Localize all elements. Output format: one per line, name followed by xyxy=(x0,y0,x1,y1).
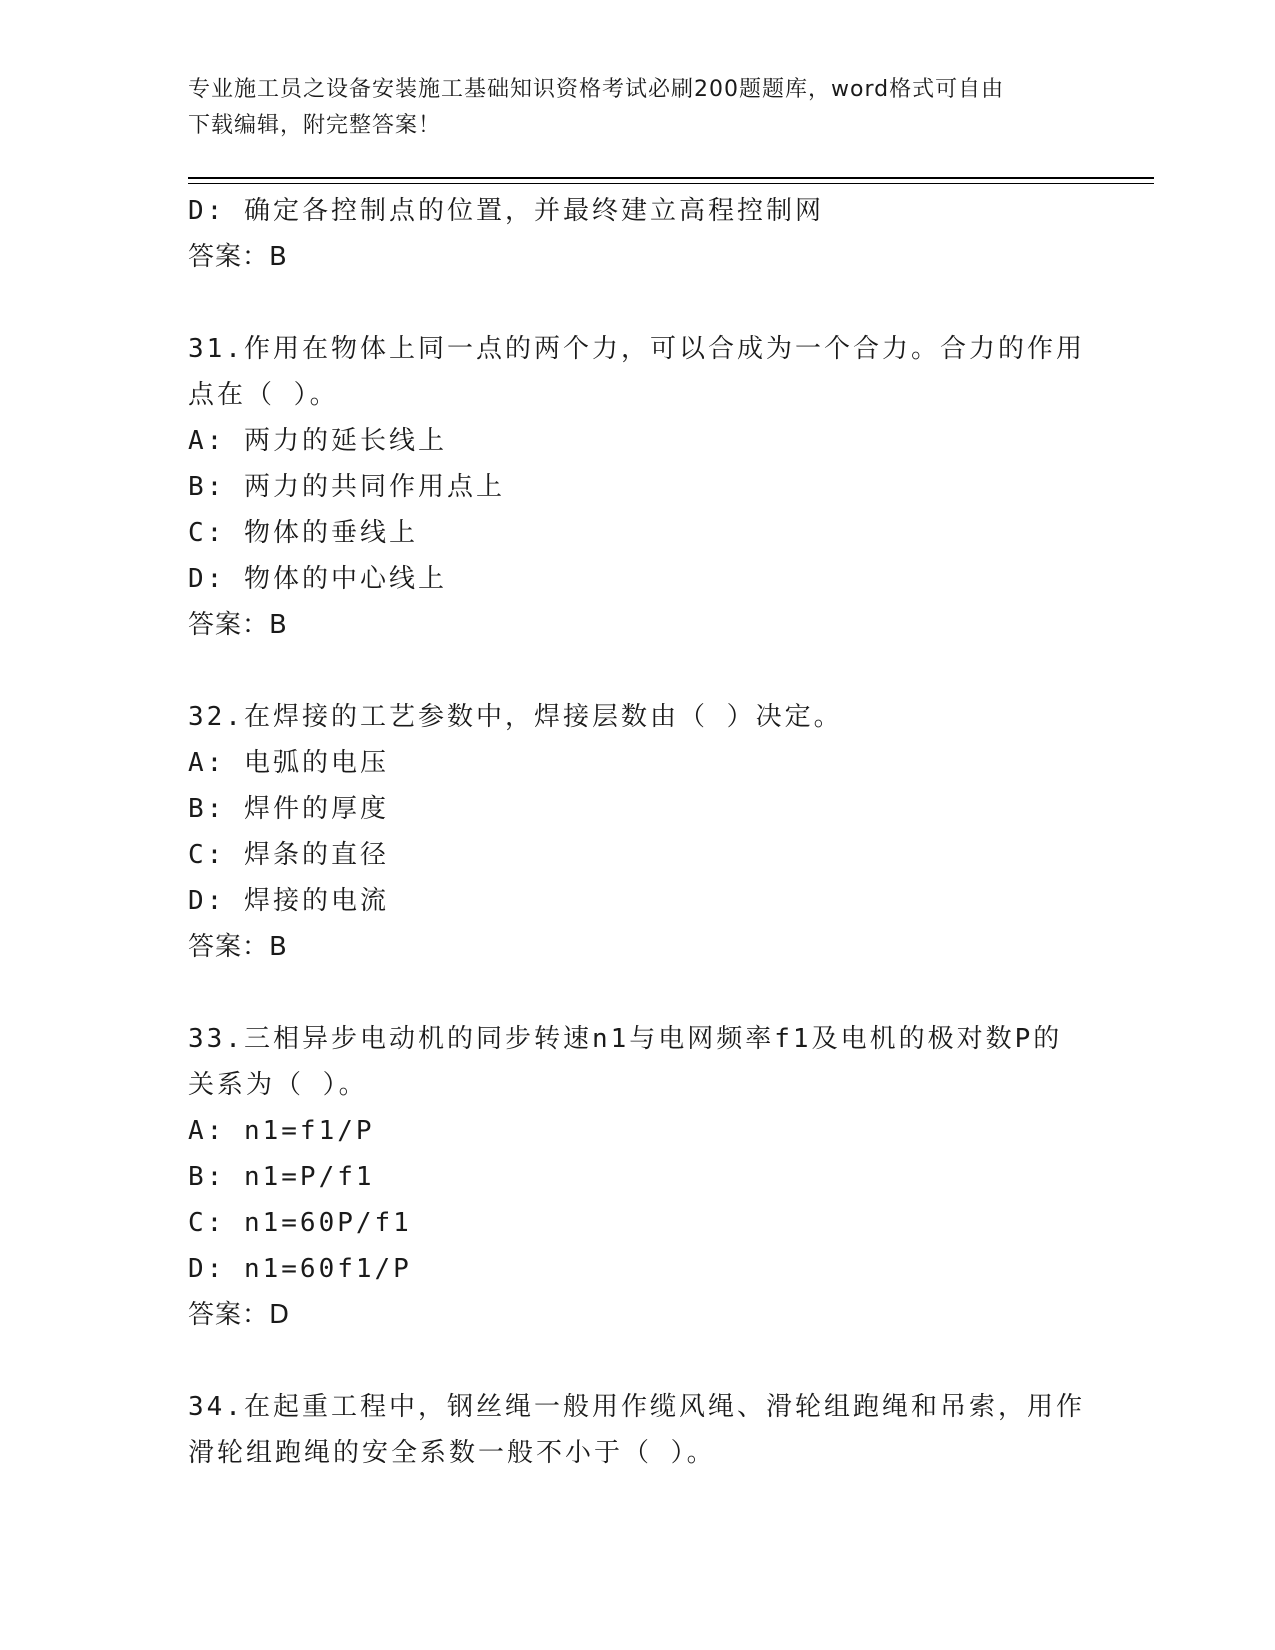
option-b: B: n1=P/f1 xyxy=(188,1162,375,1192)
option-a: A: 电弧的电压 xyxy=(188,748,389,778)
question-31 xyxy=(188,326,1088,648)
spacer xyxy=(188,648,1088,694)
answer: 答案：B xyxy=(188,932,288,962)
question-stem-line: 32.在焊接的工艺参数中，焊接层数由（ ）决定。 xyxy=(188,702,843,732)
spacer xyxy=(188,1338,1088,1384)
header-rule-thick xyxy=(188,177,1154,179)
option-c: C: n1=60P/f1 xyxy=(188,1208,412,1238)
option-c: C: 物体的垂线上 xyxy=(188,518,418,548)
spacer xyxy=(188,970,1088,1016)
question-stem-line: 关系为（ ）。 xyxy=(188,1070,368,1100)
answer: 答案：B xyxy=(188,610,288,640)
question-stem-line: 点在（ ）。 xyxy=(188,380,339,410)
header-line-2: 下载编辑，附完整答案！ xyxy=(188,113,442,138)
answer-q30: 答案：B xyxy=(188,242,288,272)
header-rule-thin xyxy=(188,183,1154,184)
question-34 xyxy=(188,1384,1088,1476)
spacer xyxy=(188,280,1088,326)
option-d: D: 物体的中心线上 xyxy=(188,564,447,594)
question-stem-line: 33.三相异步电动机的同步转速n1与电网频率f1及电机的极对数P的 xyxy=(188,1024,1063,1054)
question-stem-line: 31.作用在物体上同一点的两个力，可以合成为一个合力。合力的作用 xyxy=(188,334,1085,364)
option-b: B: 两力的共同作用点上 xyxy=(188,472,505,502)
page-header xyxy=(188,72,1088,144)
question-stem-line: 34.在起重工程中，钢丝绳一般用作缆风绳、滑轮组跑绳和吊索，用作 xyxy=(188,1392,1085,1422)
option-d-q30: D: 确定各控制点的位置，并最终建立高程控制网 xyxy=(188,196,824,226)
option-a: A: 两力的延长线上 xyxy=(188,426,447,456)
option-d: D: 焊接的电流 xyxy=(188,886,389,916)
header-line-1: 专业施工员之设备安装施工基础知识资格考试必刷200题题库，word格式可自由 xyxy=(188,77,1005,102)
option-d: D: n1=60f1/P xyxy=(188,1254,412,1284)
question-33 xyxy=(188,1016,1088,1338)
option-a: A: n1=f1/P xyxy=(188,1116,375,1146)
option-c: C: 焊条的直径 xyxy=(188,840,389,870)
option-b: B: 焊件的厚度 xyxy=(188,794,389,824)
question-32 xyxy=(188,694,1088,970)
document-body xyxy=(188,188,1088,1476)
answer: 答案：D xyxy=(188,1300,291,1330)
question-stem-line: 滑轮组跑绳的安全系数一般不小于（ ）。 xyxy=(188,1438,716,1468)
